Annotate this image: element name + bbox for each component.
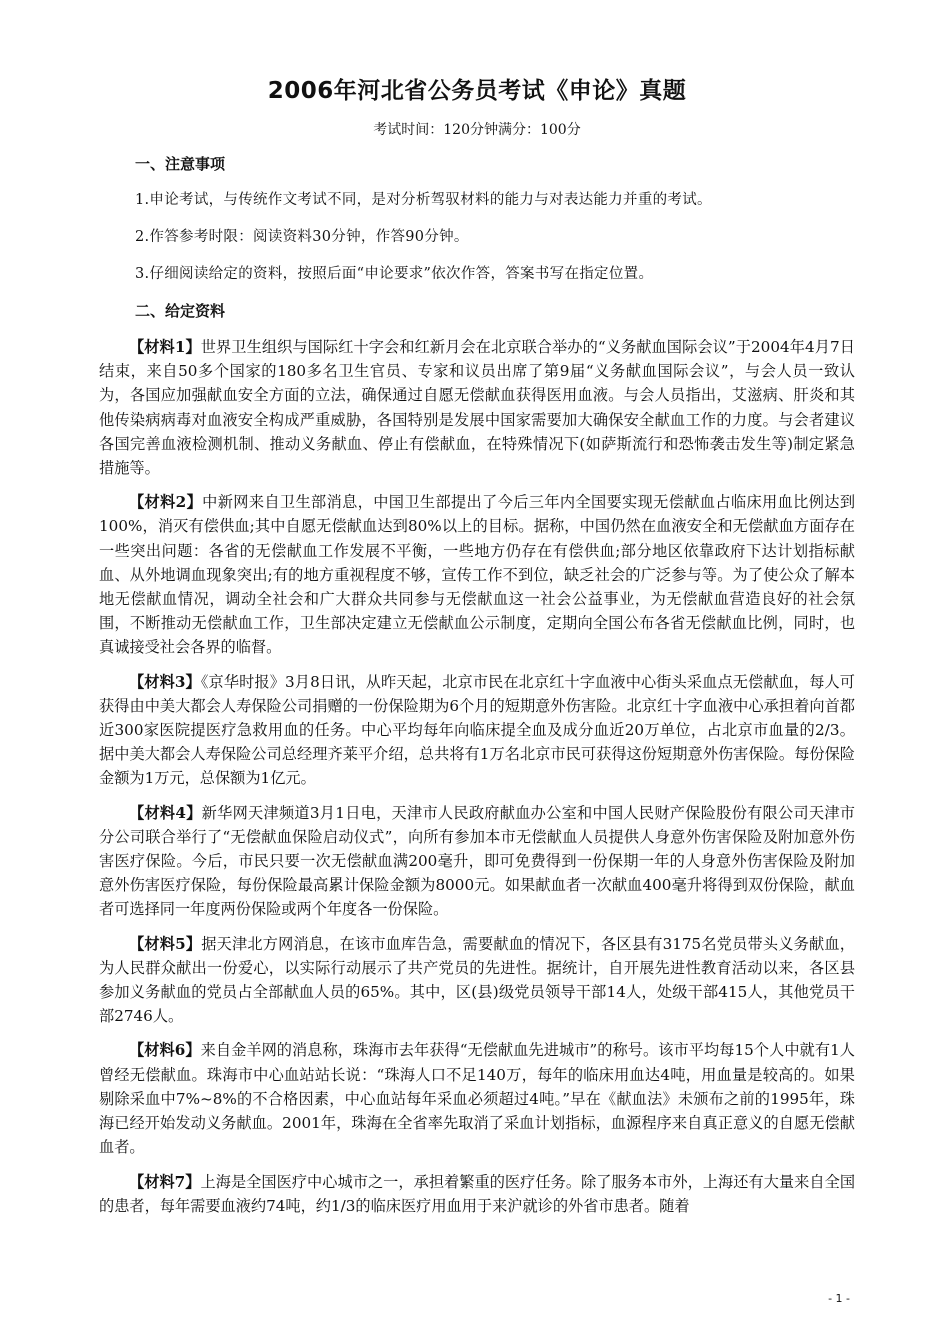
material-4 xyxy=(99,801,855,922)
material-tag: 【材料1】 xyxy=(129,338,201,356)
material-text: 世界卫生组织与国际红十字会和红新月会在北京联合举办的“义务献血国际会议”于2004年4月7日结束，来自50多个国家的180多名卫生官员、专家和议员出席了第9届“义务献血国际会议”，与会人员一致认为，各国应加强献血安全方面的立法，确保通过自愿无偿献血获得医用血液。与会人员指出，艾滋病、肝炎和其他传染病病毒对血液安全构成严重威胁，各国特别是发展中国家需要加大确保安全献血工作的力度。与会者建议各国完善血液检测机制、推动义务献血、停止有偿献血，在特殊情况下(如萨斯流行和恐怖袭击发生等)制定紧急措施等。 xyxy=(99,338,855,478)
material-1 xyxy=(99,335,855,480)
note-item: 2.作答参考时限：阅读资料30分钟，作答90分钟。 xyxy=(135,229,469,245)
material-5 xyxy=(99,932,855,1029)
material-3 xyxy=(99,670,855,791)
material-7 xyxy=(99,1170,855,1218)
material-text: 上海是全国医疗中心城市之一，承担着繁重的医疗任务。除了服务本市外，上海还有大量来自全国的患者，每年需要血液约74吨，约1/3的临床医疗用血用于来沪就诊的外省市患者。随着 xyxy=(99,1172,856,1215)
note-item: 1.申论考试，与传统作文考试不同，是对分析驾驭材料的能力与对表达能力并重的考试。 xyxy=(135,192,712,208)
material-tag: 【材料6】 xyxy=(129,1041,201,1060)
material-tag: 【材料4】 xyxy=(129,803,202,822)
material-tag: 【材料2】 xyxy=(129,493,203,512)
material-2 xyxy=(99,490,855,659)
material-6 xyxy=(99,1038,855,1159)
exam-info: 考试时间：120分钟满分：100分 xyxy=(373,122,581,138)
notes-heading: 一、注意事项 xyxy=(135,155,226,173)
material-text: 来自金羊网的消息称，珠海市去年获得“无偿献血先进城市”的称号。该市平均每15个人中就有1人曾经无偿献血。珠海市中心血站站长说：“珠海人口不足140万，每年的临床用血达4吨，用血量是较高的。如果剔除采血中7%~8%的不合格因素，中心血站每年采血必须超过4吨。”早在《献血法》未颁布之前的1995年，珠海已经开始发动义务献血。2001年，珠海在全省率先取消了采血计划指标，血源程序来自真正意义的自愿无偿献血者。 xyxy=(99,1041,855,1157)
material-text: 《京华时报》3月8日讯，从昨天起，北京市民在北京红十字血液中心街头采血点无偿献血，每人可获得由中美大都会人寿保险公司捐赠的一份保险期为6个月的短期意外伤害险。北京红十字血液中心承担着向首都近300家医院提医疗急救用血的任务。中心平均每年向临床提全血及成分血近20万单位，占北京市血量的2/3。据中美大都会人寿保险公司总经理齐莱平介绍，总共将有1万名北京市民可获得这份短期意外伤害保险。每份保险金额为1万元，总保额为1亿元。 xyxy=(99,672,855,788)
note-item: 3.仔细阅读给定的资料，按照后面“申论要求”依次作答，答案书写在指定位置。 xyxy=(135,266,654,282)
material-tag: 【材料3】 xyxy=(129,672,201,691)
material-tag: 【材料5】 xyxy=(129,934,202,953)
material-text: 新华网天津频道3月1日电，天津市人民政府献血办公室和中国人民财产保险股份有限公司天津市分公司联合举行了“无偿献血保险启动仪式”，向所有参加本市无偿献血人员提供人身意外伤害保险及附加意外伤害医疗保险。今后，市民只要一次无偿献血满200毫升，即可免费得到一份保期一年的人身意外伤害保险及附加意外伤害医疗保险，每份保险最高累计保险金额为8000元。如果献血者一次献血400毫升将得到双份保险，献血者可选择同一年度两份保险或两个年度各一份保险。 xyxy=(99,803,855,919)
material-tag: 【材料7】 xyxy=(129,1172,201,1191)
materials-heading: 二、给定资料 xyxy=(135,302,226,320)
material-text: 中新网来自卫生部消息，中国卫生部提出了今后三年内全国要实现无偿献血占临床用血比例达到100%，消灭有偿供血;其中自愿无偿献血达到80%以上的目标。据称，中国仍然在血液安全和无偿献血方面存在一些突出问题：各省的无偿献血工作发展不平衡，一些地方仍存在有偿供血;部分地区依靠政府下达计划指标献血、从外地调血现象突出;有的地方重视程度不够，宣传工作不到位，缺乏社会的广泛参与等。为了使公众了解本地无偿献血情况，调动全社会和广大群众共同参与无偿献血这一社会公益事业，为无偿献血营造良好的社会氛围，不断推动无偿献血工作，卫生部决定建立无偿献血公示制度，定期向全国公布各省无偿献血比例，同时，也真诚接受社会各界的临督。 xyxy=(99,493,856,657)
document-page xyxy=(99,76,855,1228)
page-number: - 1 - xyxy=(828,1292,850,1305)
document-title: 2006年河北省公务员考试《申论》真题 xyxy=(267,78,687,104)
material-text: 据天津北方网消息，在该市血库告急，需要献血的情况下，各区县有3175名党员带头义务献血，为人民群众献出一份爱心，以实际行动展示了共产党员的先进性。据统计，自开展先进性教育活动以来，各区县参加义务献血的党员占全部献血人员的65%。其中，区(县)级党员领导干部14人，处级干部415人，其他党员干部2746人。 xyxy=(99,934,855,1026)
